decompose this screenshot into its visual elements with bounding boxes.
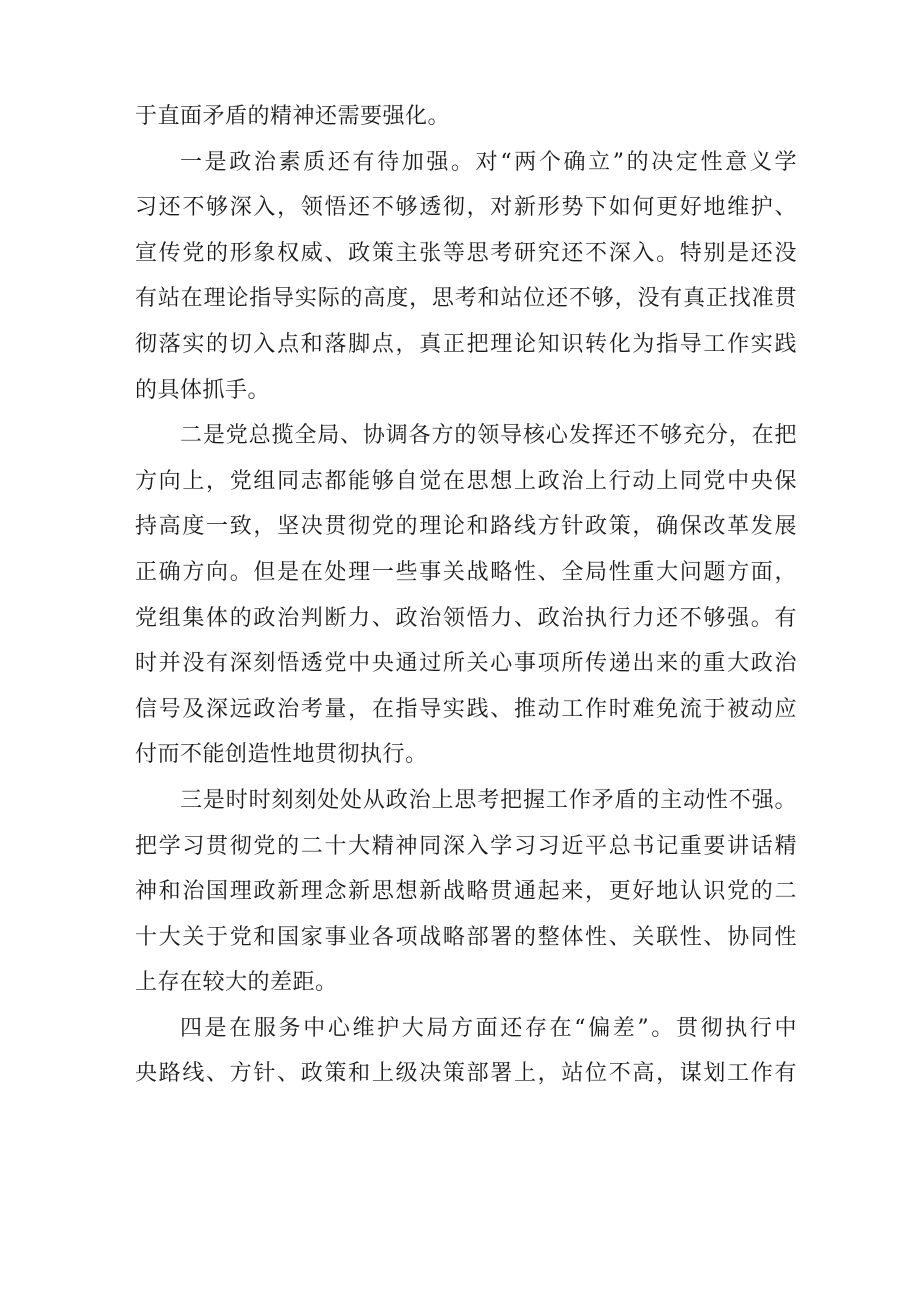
text-line: 十大关于党和国家事业各项战略部署的整体性、关联性、协同性 [135,924,797,950]
text-line: 正确方向。但是在处理一些事关战略性、全局性重大问题方面， [135,559,797,585]
text-line: 持高度一致，坚决贯彻党的理论和路线方针政策，确保改革发展 [135,514,797,540]
text-line: 于直面矛盾的精神还需要强化。 [135,104,451,129]
text-line: 党组集体的政治判断力、政治领悟力、政治执行力还不够强。有 [135,605,797,631]
text-line: 央路线、方针、政策和上级决策部署上，站位不高，谋划工作有 [135,1061,797,1087]
text-line: 习还不够深入，领悟还不够透彻，对新形势下如何更好地维护、 [135,195,797,221]
text-line: 付而不能创造性地贯彻执行。 [135,742,428,768]
paragraph-1-first-line: 一是政治素质还有待加强。对“两个确立”的决定性意义学 [180,149,797,175]
paragraph-2-first-line: 二是党总揽全局、协调各方的领导核心发挥还不够充分，在把 [180,423,797,449]
text-line: 信号及深远政治考量，在指导实践、推动工作时难免流于被动应 [135,696,797,722]
text-line: 宣传党的形象权威、政策主张等思考研究还不深入。特别是还没 [135,240,797,266]
text-line: 时并没有深刻悟透党中央通过所关心事项所传递出来的重大政治 [135,651,797,677]
text-line: 方向上，党组同志都能够自觉在思想上政治上行动上同党中央保 [135,468,797,494]
text-line: 有站在理论指导实际的高度，思考和站位还不够，没有真正找准贯 [135,286,797,312]
paragraph-4-first-line: 四是在服务中心维护大局方面还存在“偏差”。贯彻执行中 [180,1015,797,1041]
text-line: 把学习贯彻党的二十大精神同深入学习习近平总书记重要讲话精 [135,833,797,859]
text-line: 的具体抓手。 [135,377,271,403]
text-line: 上存在较大的差距。 [135,970,338,996]
text-line: 神和治国理政新理念新思想新战略贯通起来，更好地认识党的二 [135,879,797,905]
paragraph-3-first-line: 三是时时刻刻处处从政治上思考把握工作矛盾的主动性不强。 [180,787,797,813]
document-body [135,94,797,1097]
text-line: 彻落实的切入点和落脚点，真正把理论知识转化为指导工作实践 [135,331,797,357]
